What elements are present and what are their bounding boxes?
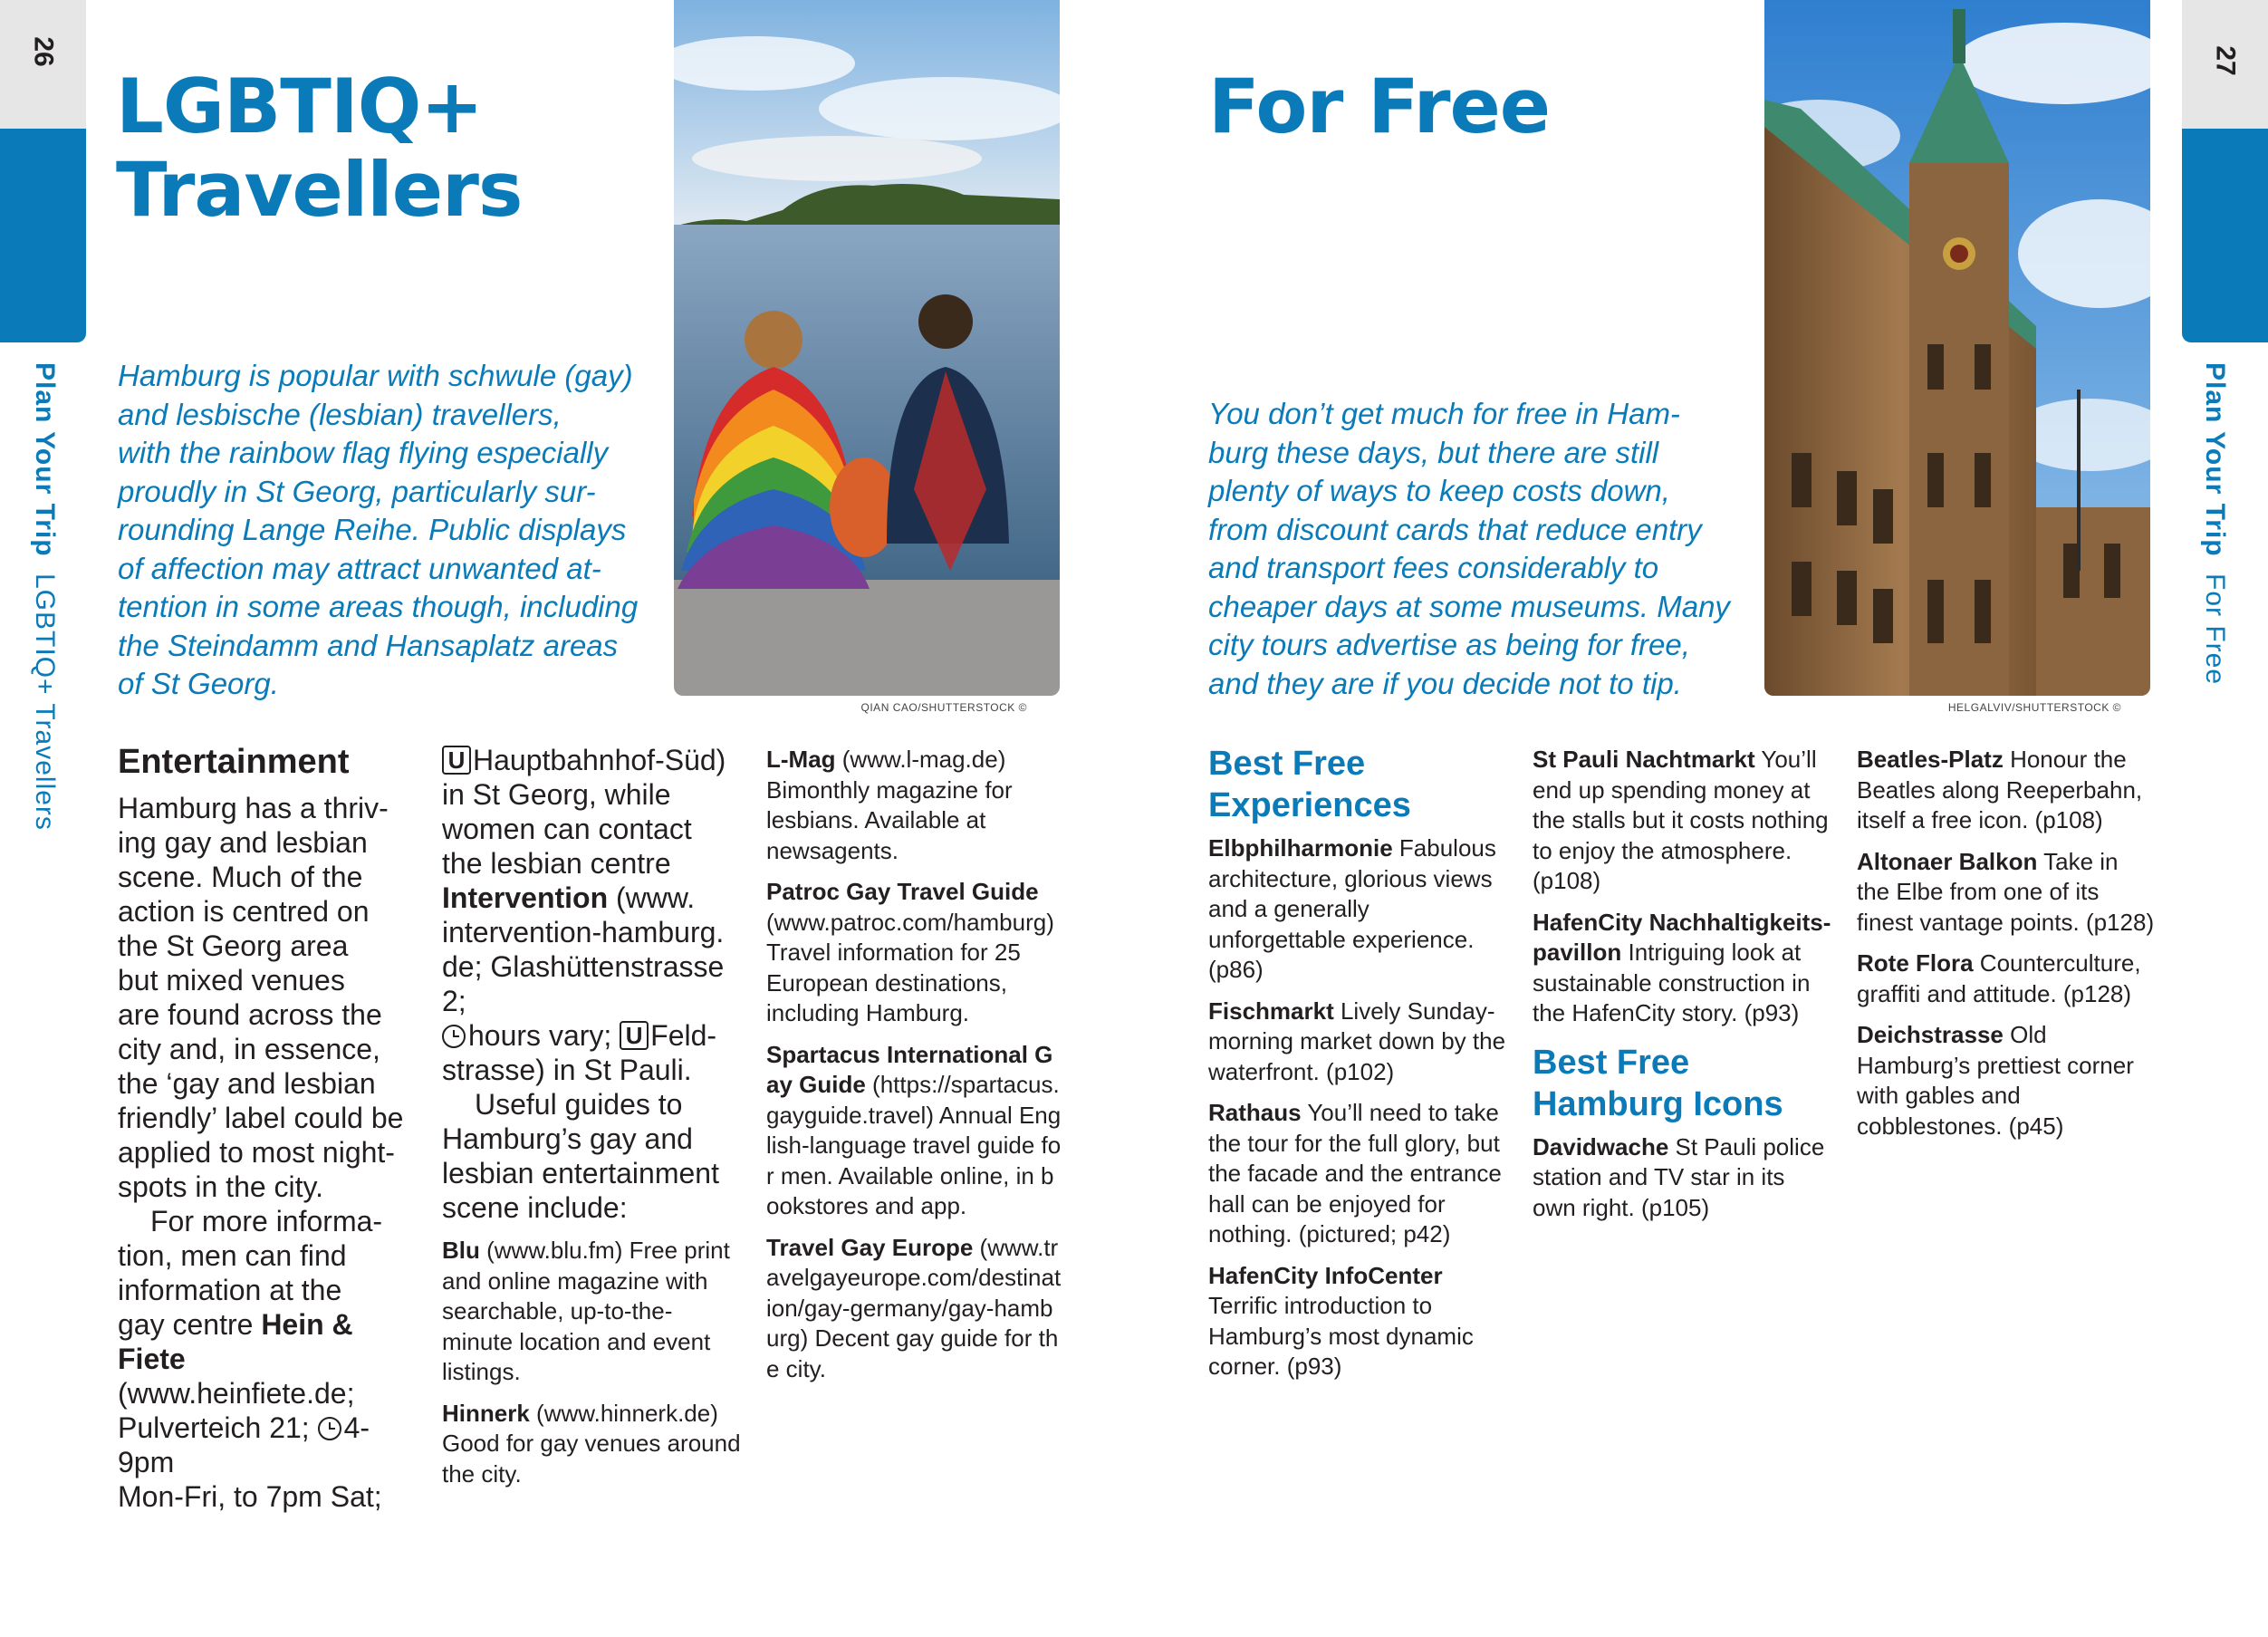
- text-line: city and, in essence,: [118, 1033, 380, 1065]
- icon-desc: Take in the Elbe from one of its finest vantage points. (p128): [1857, 847, 2155, 936]
- text-line: ing gay and lesbian: [118, 826, 368, 859]
- intro-line: You don’t get much for free in Ham-: [1208, 397, 1680, 430]
- intro-line: with the rainbow flag flying especially: [118, 436, 609, 469]
- intro-line: the Steindamm and Hansaplatz areas: [118, 628, 619, 662]
- right-page-number-tab: [2182, 0, 2268, 129]
- experience-item: [1533, 745, 1831, 897]
- guide-item: [766, 1040, 1065, 1222]
- intro-line: cheaper days at some museums. Many: [1208, 589, 1730, 623]
- lgbtiq-photo-credit: QIAN CAO/SHUTTERSTOCK ©: [860, 701, 1027, 714]
- experience-item: [1208, 997, 1507, 1088]
- left-side-running-head: [29, 362, 60, 831]
- text-fragment: gay centre: [118, 1308, 262, 1341]
- heading-line: Best Free: [1533, 1043, 1690, 1082]
- left-side-section: Plan Your Trip: [30, 362, 60, 557]
- intro-line: proudly in St Georg, particularly sur-: [118, 474, 596, 508]
- guide-desc: (www.blu.fm) Free print and online magazine with searchable, up-to-the-minute location and event listings.: [442, 1237, 730, 1385]
- left-page-number: 26: [28, 36, 59, 67]
- right-side-running-head: [2199, 362, 2230, 685]
- heading-line: Hamburg Icons: [1533, 1084, 1783, 1123]
- text-line: de; Glashüttenstrasse 2;: [442, 950, 725, 1017]
- text-line: For more informa-: [150, 1205, 383, 1237]
- intro-line: of St Georg.: [118, 667, 279, 700]
- icon-item: [1533, 1132, 1831, 1224]
- lgbtiq-photo: [674, 0, 1060, 696]
- heading-line: Best Free: [1208, 745, 1366, 783]
- ubahn-icon: U: [442, 746, 471, 775]
- intro-line: burg these days, but there are still: [1208, 435, 1659, 469]
- guide-desc: (https://spartacus.gayguide.travel) Annual English-language travel guide for men. Available online, in bookstores and app.: [766, 1071, 1062, 1219]
- page-title-for-free: For Free: [1208, 63, 1551, 150]
- intro-line: and they are if you decide not to tip.: [1208, 666, 1682, 700]
- right-page-number: 27: [2210, 45, 2241, 76]
- text-line: spots in the city.: [118, 1170, 324, 1203]
- intro-line: rounding Lange Reihe. Public displays: [118, 513, 627, 546]
- heading-line: Experiences: [1208, 786, 1411, 824]
- intro-line: and lesbische (lesbian) travellers,: [118, 397, 562, 431]
- guide-desc: (www.travelgayeurope.com/destination/gay-germany/gay-hamburg) Decent gay guide for the city.: [766, 1233, 1062, 1382]
- text-line: tion, men can find: [118, 1239, 347, 1272]
- text-line: but mixed venues: [118, 964, 345, 997]
- best-free-experiences-column: [1208, 743, 1507, 1393]
- page-title-lgbtiq: [116, 65, 659, 232]
- experience-name: Rathaus: [1208, 1099, 1302, 1126]
- icon-desc: St Pauli police station and TV star in its own right. (p105): [1533, 1132, 1825, 1221]
- guide-name: Travel Gay Europe: [766, 1233, 974, 1261]
- text-line: the lesbian centre: [442, 847, 671, 880]
- experience-item: [1208, 1261, 1507, 1382]
- intro-line: city tours advertise as being for free,: [1208, 628, 1690, 661]
- intro-line: of affection may attract unwanted at-: [118, 551, 601, 585]
- intro-line: from discount cards that reduce entry: [1208, 512, 1702, 546]
- text-fragment: (www.heinfiete.de;: [118, 1377, 355, 1410]
- venue-hein-fiete: Hein &: [261, 1308, 353, 1341]
- experience-list-cont: [1533, 745, 1831, 1029]
- lgbtiq-intro: [118, 357, 670, 704]
- experience-list: [1208, 833, 1507, 1382]
- guide-name: L-Mag: [766, 746, 836, 773]
- intro-line: tention in some areas though, including: [118, 590, 639, 623]
- right-side-section: Plan Your Trip: [2200, 362, 2230, 557]
- experience-name: HafenCity InfoCenter: [1208, 1261, 1443, 1289]
- experience-item: [1208, 833, 1507, 986]
- text-line: [442, 1018, 741, 1053]
- text-fragment: Feld-: [650, 1019, 717, 1052]
- guide-desc: (www.l-mag.de) Bimonthly magazine for lesbians. Available at newsagents.: [766, 746, 1013, 864]
- icon-desc: Old Hamburg’s prettiest corner with gables and cobblestones. (p45): [1857, 1021, 2134, 1140]
- left-section-tab: [0, 129, 86, 342]
- lgbtiq-column-1: [118, 743, 426, 1514]
- best-free-icons-heading: [1533, 1042, 1831, 1125]
- lgbtiq-column-2: [442, 743, 741, 1500]
- clock-icon: [442, 1025, 466, 1048]
- guide-desc: (www.hinnerk.de) Good for gay venues around the city.: [442, 1399, 741, 1488]
- guide-list: [442, 1236, 741, 1489]
- intro-line: Hamburg is popular with schwule (gay): [118, 359, 633, 392]
- best-free-icons-column-3: [1857, 745, 2156, 1152]
- icon-item: [1857, 1020, 2156, 1141]
- guide-item: [766, 1233, 1065, 1385]
- guide-name: Hinnerk: [442, 1399, 530, 1427]
- for-free-intro: [1208, 395, 1770, 703]
- venue-intervention: Intervention: [442, 881, 609, 914]
- text-line: in St Georg, while: [442, 778, 671, 811]
- text-fragment: Pulverteich 21;: [118, 1411, 318, 1444]
- icon-name: Beatles-Platz: [1857, 746, 2004, 773]
- icon-desc: Counterculture, graffiti and attitude. (p128): [1857, 949, 2141, 1007]
- text-line: [118, 1411, 426, 1479]
- experience-item: [1533, 908, 1831, 1029]
- text-line: [118, 1342, 426, 1411]
- icon-list: [1533, 1132, 1831, 1224]
- left-side-chapter: LGBTIQ+ Travellers: [30, 573, 60, 831]
- experience-desc: Lively Sunday-morning market down by the waterfront. (p102): [1208, 997, 1506, 1085]
- title-line-1: LGBTIQ+: [116, 63, 483, 150]
- icon-item: [1857, 847, 2156, 939]
- text-line: intervention-hamburg.: [442, 916, 725, 948]
- title-line-2: Travellers: [116, 146, 523, 234]
- right-side-chapter: For Free: [2200, 573, 2230, 685]
- guide-item: [766, 877, 1065, 1029]
- intro-line: plenty of ways to keep costs down,: [1208, 474, 1670, 507]
- text-line: Useful guides to: [475, 1088, 683, 1121]
- ubahn-icon: U: [620, 1021, 649, 1050]
- guide-desc: (www.patroc.com/hamburg) Travel information for 25 European destinations, including Hamburg.: [766, 908, 1054, 1026]
- column-2-text: [442, 743, 741, 1225]
- rathaus-illustration: [1764, 0, 2150, 696]
- text-line: [442, 743, 741, 777]
- rathaus-photo: [1764, 0, 2150, 696]
- guide-item: [766, 745, 1065, 866]
- entertainment-heading: Entertainment: [118, 743, 350, 781]
- experience-desc: Fabulous architecture, glorious views and a generally unforgettable experience. (p86): [1208, 834, 1496, 983]
- clock-icon: [318, 1417, 341, 1440]
- text-line: the ‘gay and lesbian: [118, 1067, 376, 1100]
- right-section-tab: [2182, 129, 2268, 342]
- station-name: Hauptbahnhof-Süd): [473, 744, 726, 776]
- entertainment-text: [118, 791, 426, 1514]
- guide-name: Spartacus International Gay Guide: [766, 1040, 1053, 1098]
- text-line: Hamburg has a thriv-: [118, 792, 389, 824]
- icon-name: Altonaer Balkon: [1857, 847, 2038, 875]
- text-line: are found across the: [118, 998, 382, 1031]
- icon-desc: Honour the Beatles along Reeperbahn, itself a free icon. (p108): [1857, 746, 2143, 833]
- icon-item: [1857, 745, 2156, 836]
- text-line: scene include:: [442, 1191, 628, 1224]
- text-line: lesbian entertainment: [442, 1157, 719, 1189]
- rainbow-couple-illustration: [674, 0, 1060, 696]
- text-line: [442, 881, 741, 915]
- text-line: the St Georg area: [118, 929, 349, 962]
- lgbtiq-column-3: [766, 745, 1065, 1395]
- text-line: women can contact: [442, 813, 692, 845]
- rathaus-photo-credit: HELGALVIV/SHUTTERSTOCK ©: [1947, 701, 2121, 714]
- experience-desc: Intriguing look at sustainable construction in the HafenCity story. (p93): [1533, 939, 1811, 1026]
- hours-text: 4-9pm: [118, 1411, 370, 1478]
- experience-name: St Pauli Nachtmarkt: [1533, 746, 1755, 773]
- text-line: information at the: [118, 1274, 342, 1306]
- guide-name: Patroc Gay Travel Guide: [766, 878, 1039, 905]
- text-line: Mon-Fri, to 7pm Sat;: [118, 1480, 382, 1513]
- text-fragment: hours vary;: [468, 1019, 620, 1052]
- experience-desc: Terrific introduction to Hamburg’s most dynamic corner. (p93): [1208, 1292, 1474, 1380]
- experience-item: [1208, 1098, 1507, 1250]
- experience-desc: You’ll need to take the tour for the full glory, but the facade and the entrance hall can be enjoyed for nothing. (pictured; p42): [1208, 1099, 1502, 1247]
- text-fragment: (www.: [608, 881, 696, 914]
- text-line: friendly’ label could be: [118, 1102, 404, 1134]
- text-line: applied to most night-: [118, 1136, 395, 1169]
- text-line: action is centred on: [118, 895, 370, 928]
- icon-name: Rote Flora: [1857, 949, 1974, 977]
- intro-line: and transport fees considerably to: [1208, 551, 1659, 584]
- left-page-number-tab: [0, 0, 86, 129]
- icon-item: [1857, 948, 2156, 1009]
- guide-name: Blu: [442, 1237, 480, 1264]
- experience-desc: You’ll end up spending money at the stalls but it costs nothing to enjoy the atmosphere. (p108): [1533, 746, 1829, 894]
- best-free-column-2: [1533, 745, 1831, 1234]
- text-line: strasse) in St Pauli.: [442, 1054, 692, 1086]
- text-line: Hamburg’s gay and: [442, 1122, 693, 1155]
- best-free-experiences-heading: [1208, 743, 1507, 826]
- experience-name: Elbphilharmonie: [1208, 834, 1393, 862]
- text-line: scene. Much of the: [118, 861, 363, 893]
- guide-item: [442, 1236, 741, 1388]
- experience-name: HafenCity Nachhaltigkeits-pavillon: [1533, 908, 1831, 966]
- icon-name: Davidwache: [1533, 1132, 1669, 1160]
- icon-name: Deichstrasse: [1857, 1021, 2004, 1048]
- venue-hein-fiete-2: Fiete: [118, 1343, 186, 1375]
- guide-item: [442, 1399, 741, 1490]
- text-line: [118, 1307, 426, 1342]
- experience-name: Fischmarkt: [1208, 997, 1334, 1025]
